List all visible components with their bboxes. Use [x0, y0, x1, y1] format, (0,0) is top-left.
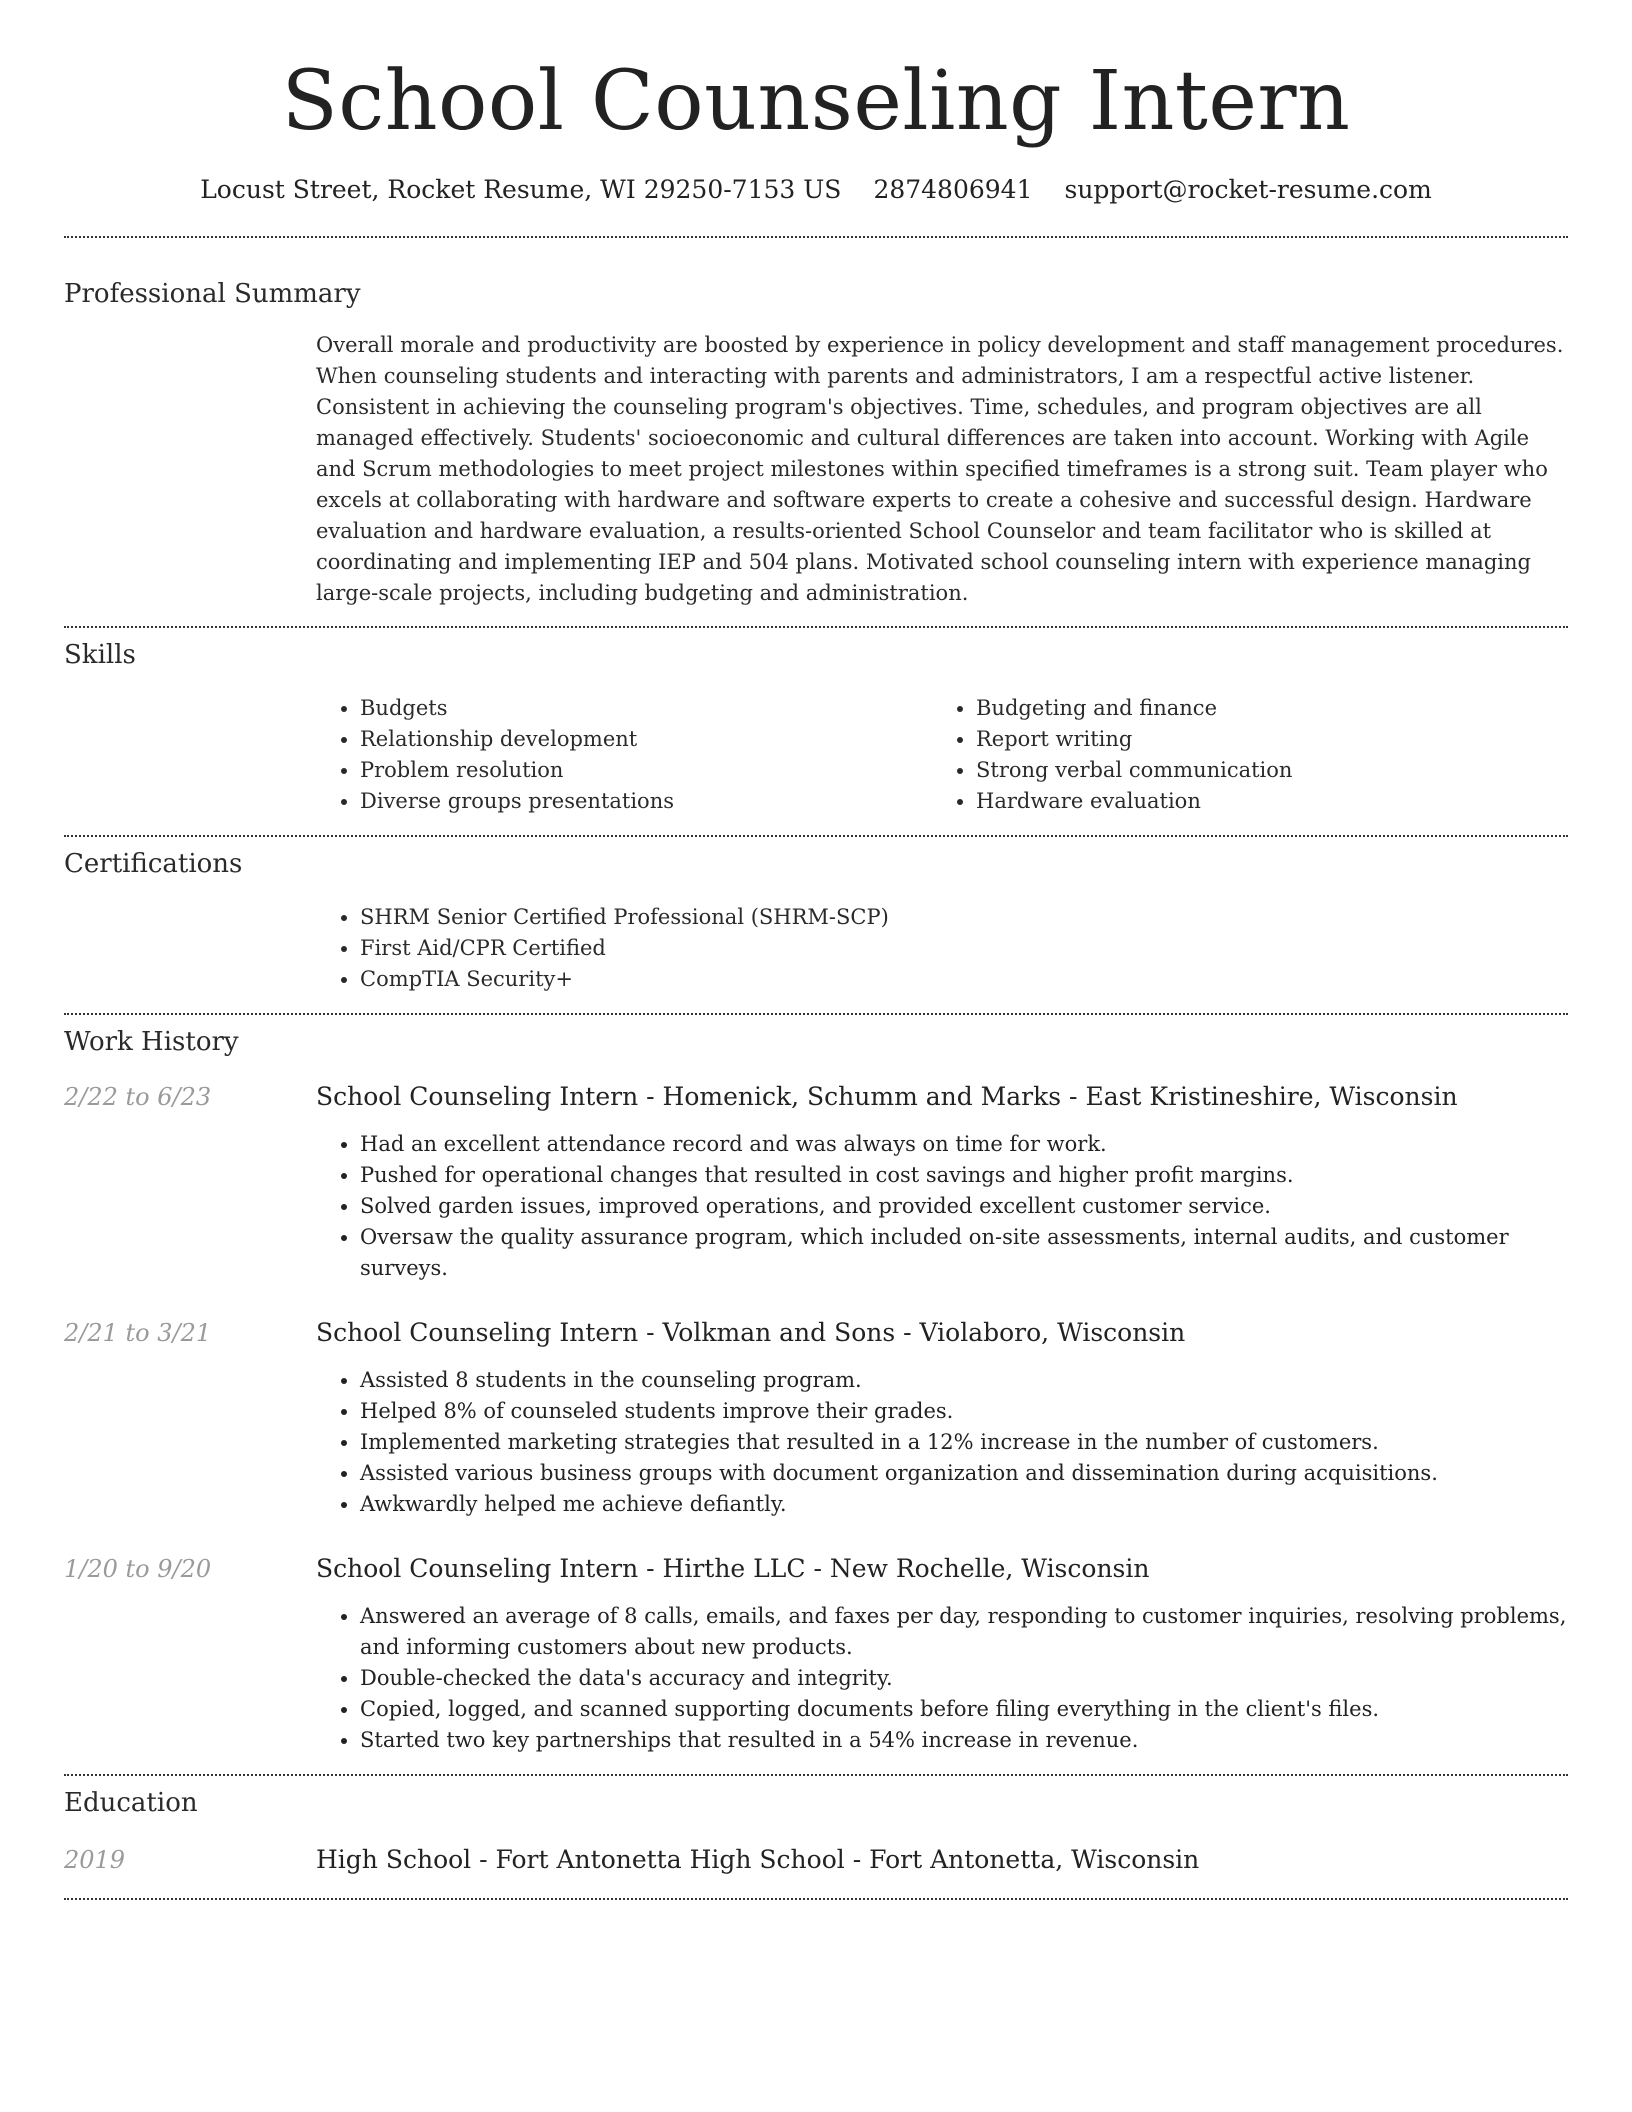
job-bullet: • Assisted 8 students in the counseling program. [360, 1365, 1568, 1396]
summary-section [64, 238, 1568, 609]
education-section [64, 1776, 1568, 1876]
job-bullet-list [316, 1129, 1568, 1284]
job-bullet: • Copied, logged, and scanned supporting documents before filing everything in the client's files. [360, 1694, 1568, 1725]
job-entry [64, 1081, 1568, 1284]
job-dates: 1/20 to 9/20 [64, 1555, 212, 1583]
skills-section [64, 628, 1568, 817]
summary-title: Professional Summary [64, 279, 361, 309]
job-heading: School Counseling Intern - Homenick, Schumm and Marks - East Kristineshire, Wisconsin [316, 1082, 1458, 1111]
certification-item: • SHRM Senior Certified Professional (SHRM-SCP) [360, 902, 1568, 933]
skill-item: • Hardware evaluation [976, 786, 1568, 817]
work-history-section [64, 1015, 1568, 1756]
job-header [64, 1553, 1568, 1585]
job-bullet: • Double-checked the data's accuracy and integrity. [360, 1663, 1568, 1694]
certifications-list [316, 902, 1568, 995]
job-bullet: • Pushed for operational changes that resulted in cost savings and higher profit margins. [360, 1160, 1568, 1191]
contact-address: Locust Street, Rocket Resume, WI 29250-7153 US [200, 175, 842, 204]
certification-item: • First Aid/CPR Certified [360, 933, 1568, 964]
job-bullets [316, 1365, 1568, 1520]
skill-item: • Diverse groups presentations [360, 786, 932, 817]
job-bullet: • Had an excellent attendance record and was always on time for work. [360, 1129, 1568, 1160]
job-bullets [316, 1601, 1568, 1756]
job-dates: 2/22 to 6/23 [64, 1083, 212, 1111]
job-bullet-list [316, 1601, 1568, 1756]
job-bullet: • Awkwardly helped me achieve defiantly. [360, 1489, 1568, 1520]
skills-list-left [316, 693, 932, 817]
education-year: 2019 [64, 1846, 126, 1874]
skill-item: • Report writing [976, 724, 1568, 755]
job-dates: 2/21 to 3/21 [64, 1319, 212, 1347]
certifications-section [64, 837, 1568, 995]
job-bullet: • Implemented marketing strategies that resulted in a 12% increase in the number of customers. [360, 1427, 1568, 1458]
job-entry [64, 1553, 1568, 1756]
candidate-name: School Counseling Intern [281, 54, 1351, 149]
contact-line [64, 174, 1568, 206]
job-heading: School Counseling Intern - Hirthe LLC - New Rochelle, Wisconsin [316, 1554, 1150, 1583]
skill-item: • Budgeting and finance [976, 693, 1568, 724]
job-header [64, 1081, 1568, 1113]
job-entry [64, 1317, 1568, 1520]
summary-text: Overall morale and productivity are boosted by experience in policy development and staff management procedures. When counseling students and interacting with parents and administrators, I am a respectful active listener. Consistent in achieving the counseling program's objectives. Time, schedules, and program objectives are all managed effectively. Students' socioeconomic and cultural differences are taken into account. Working with Agile and Scrum methodologies to meet project milestones within specified timeframes is a strong suit. Team player who excels at collaborating with hardware and software experts to create a cohesive and successful design. Hardware evaluation and hardware evaluation, a results-oriented School Counselor and team facilitator who is skilled at coordinating and implementing IEP and 504 plans. Motivated school counseling intern with experience managing large-scale projects, including budgeting and administration. [316, 333, 1564, 605]
contact-email: support@rocket-resume.com [1064, 175, 1432, 204]
summary-body [316, 330, 1568, 609]
skills-list-right [932, 693, 1568, 817]
job-bullet: • Answered an average of 8 calls, emails, and faxes per day, responding to customer inquiries, resolving problems, and informing customers about new products. [360, 1601, 1568, 1663]
job-bullet: • Helped 8% of counseled students improve their grades. [360, 1396, 1568, 1427]
job-bullet: • Oversaw the quality assurance program, which included on-site assessments, internal audits, and customer surveys. [360, 1222, 1568, 1284]
education-heading: High School - Fort Antonetta High School - Fort Antonetta, Wisconsin [316, 1845, 1200, 1874]
work-history-title: Work History [64, 1027, 239, 1057]
job-bullet: • Solved garden issues, improved operations, and provided excellent customer service. [360, 1191, 1568, 1222]
skills-grid [316, 693, 1568, 817]
skills-title: Skills [64, 640, 136, 670]
skill-item: • Problem resolution [360, 755, 932, 786]
job-bullet: • Started two key partnerships that resulted in a 54% increase in revenue. [360, 1725, 1568, 1756]
job-bullets [316, 1129, 1568, 1284]
skill-item: • Budgets [360, 693, 932, 724]
section-divider [64, 1898, 1568, 1900]
job-bullet: • Assisted various business groups with document organization and dissemination during acquisitions. [360, 1458, 1568, 1489]
skill-item: • Relationship development [360, 724, 932, 755]
job-bullet-list [316, 1365, 1568, 1520]
education-header [64, 1844, 1568, 1876]
education-entry [64, 1844, 1568, 1876]
certifications-title: Certifications [64, 849, 243, 879]
certifications-body [316, 902, 1568, 995]
certification-item: • CompTIA Security+ [360, 964, 1568, 995]
skill-item: • Strong verbal communication [976, 755, 1568, 786]
job-header [64, 1317, 1568, 1349]
contact-phone: 2874806941 [873, 175, 1033, 204]
job-heading: School Counseling Intern - Volkman and Sons - Violaboro, Wisconsin [316, 1318, 1186, 1347]
education-title: Education [64, 1788, 198, 1818]
